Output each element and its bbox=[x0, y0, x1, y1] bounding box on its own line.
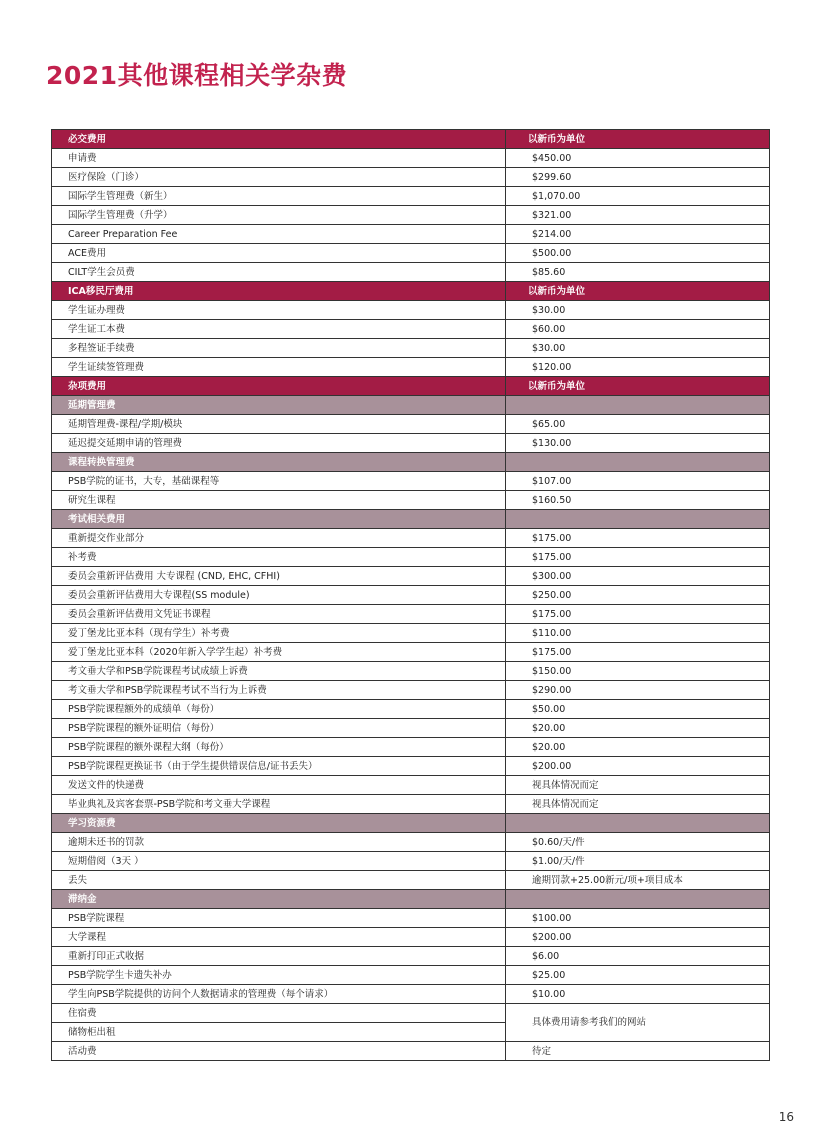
item-name: 爱丁堡龙比亚本科（现有学生）补考费 bbox=[52, 624, 506, 643]
table-row bbox=[52, 776, 770, 795]
section-unit: 以新币为单位 bbox=[506, 130, 770, 149]
section-label: 学习资源费 bbox=[52, 814, 506, 833]
table-row bbox=[52, 301, 770, 320]
table-row bbox=[52, 719, 770, 738]
item-fee: $60.00 bbox=[506, 320, 770, 339]
subsection-header bbox=[52, 890, 770, 909]
table-row bbox=[52, 263, 770, 282]
table-row bbox=[52, 149, 770, 168]
table-row bbox=[52, 985, 770, 1004]
item-name: PSB学院课程额外的成绩单（每份） bbox=[52, 700, 506, 719]
item-name: 大学课程 bbox=[52, 928, 506, 947]
table-row bbox=[52, 358, 770, 377]
table-row bbox=[52, 548, 770, 567]
item-fee: $1,070.00 bbox=[506, 187, 770, 206]
item-name: 爱丁堡龙比亚本科（2020年新入学学生起）补考费 bbox=[52, 643, 506, 662]
section-label: 杂项费用 bbox=[52, 377, 506, 396]
section-unit bbox=[506, 453, 770, 472]
item-name: CILT学生会员费 bbox=[52, 263, 506, 282]
item-name: 申请费 bbox=[52, 149, 506, 168]
subsection-header bbox=[52, 453, 770, 472]
table-row bbox=[52, 567, 770, 586]
table-row bbox=[52, 681, 770, 700]
item-name: 国际学生管理费（升学） bbox=[52, 206, 506, 225]
item-name: PSB学院课程更换证书（由于学生提供错误信息/证书丢失） bbox=[52, 757, 506, 776]
item-name: 逾期未还书的罚款 bbox=[52, 833, 506, 852]
item-fee: $300.00 bbox=[506, 567, 770, 586]
table-row bbox=[52, 529, 770, 548]
item-fee: $20.00 bbox=[506, 719, 770, 738]
item-name: 多程签证手续费 bbox=[52, 339, 506, 358]
table-row bbox=[52, 415, 770, 434]
table-row bbox=[52, 187, 770, 206]
subsection-header bbox=[52, 396, 770, 415]
table-row bbox=[52, 320, 770, 339]
item-fee: $214.00 bbox=[506, 225, 770, 244]
item-fee: $150.00 bbox=[506, 662, 770, 681]
table-row bbox=[52, 833, 770, 852]
page-title: 2021其他课程相关学杂费 bbox=[46, 61, 348, 90]
table-row bbox=[52, 909, 770, 928]
section-header bbox=[52, 130, 770, 149]
item-name: 委员会重新评估费用大专课程(SS module) bbox=[52, 586, 506, 605]
table-row bbox=[52, 757, 770, 776]
table-row bbox=[52, 1004, 770, 1023]
table-row bbox=[52, 662, 770, 681]
table-row bbox=[52, 168, 770, 187]
item-fee: $250.00 bbox=[506, 586, 770, 605]
item-fee: $0.60/天/件 bbox=[506, 833, 770, 852]
section-unit bbox=[506, 814, 770, 833]
item-name: 发送文件的快递费 bbox=[52, 776, 506, 795]
item-fee: $450.00 bbox=[506, 149, 770, 168]
subsection-header bbox=[52, 510, 770, 529]
item-fee: $100.00 bbox=[506, 909, 770, 928]
item-fee: $175.00 bbox=[506, 529, 770, 548]
item-name: ACE费用 bbox=[52, 244, 506, 263]
table-row bbox=[52, 738, 770, 757]
item-name: 学生证续签管理费 bbox=[52, 358, 506, 377]
item-fee: 视具体情况而定 bbox=[506, 795, 770, 814]
item-fee: $321.00 bbox=[506, 206, 770, 225]
item-fee: $30.00 bbox=[506, 339, 770, 358]
item-name: 委员会重新评估费用文凭证书课程 bbox=[52, 605, 506, 624]
item-fee: $25.00 bbox=[506, 966, 770, 985]
item-name: 丢失 bbox=[52, 871, 506, 890]
item-fee: $175.00 bbox=[506, 548, 770, 567]
item-name: 延迟提交延期申请的管理费 bbox=[52, 434, 506, 453]
section-label: 必交费用 bbox=[52, 130, 506, 149]
item-name: 考文垂大学和PSB学院课程考试成绩上诉费 bbox=[52, 662, 506, 681]
item-fee: $30.00 bbox=[506, 301, 770, 320]
section-unit bbox=[506, 890, 770, 909]
item-name: 国际学生管理费（新生） bbox=[52, 187, 506, 206]
item-name: 重新打印正式收据 bbox=[52, 947, 506, 966]
table-row bbox=[52, 966, 770, 985]
item-fee: $200.00 bbox=[506, 757, 770, 776]
item-fee: $85.60 bbox=[506, 263, 770, 282]
item-fee: $110.00 bbox=[506, 624, 770, 643]
item-name: Career Preparation Fee bbox=[52, 225, 506, 244]
item-fee: $50.00 bbox=[506, 700, 770, 719]
section-label: 滞纳金 bbox=[52, 890, 506, 909]
item-fee: 待定 bbox=[506, 1042, 770, 1061]
section-header bbox=[52, 282, 770, 301]
table-row bbox=[52, 472, 770, 491]
section-label: 延期管理费 bbox=[52, 396, 506, 415]
item-fee: $200.00 bbox=[506, 928, 770, 947]
item-fee: $175.00 bbox=[506, 643, 770, 662]
table-row bbox=[52, 1042, 770, 1061]
table-row bbox=[52, 700, 770, 719]
fee-table-body bbox=[52, 130, 770, 1061]
item-name: PSB学院的证书，大专，基础课程等 bbox=[52, 472, 506, 491]
item-fee: $107.00 bbox=[506, 472, 770, 491]
table-row bbox=[52, 871, 770, 890]
item-name: 委员会重新评估费用 大专课程 (CND, EHC, CFHI) bbox=[52, 567, 506, 586]
item-name: 延期管理费-课程/学期/模块 bbox=[52, 415, 506, 434]
item-name: 补考费 bbox=[52, 548, 506, 567]
table-row bbox=[52, 795, 770, 814]
table-row bbox=[52, 434, 770, 453]
item-fee: $130.00 bbox=[506, 434, 770, 453]
item-fee: $500.00 bbox=[506, 244, 770, 263]
subsection-header bbox=[52, 814, 770, 833]
item-fee: $299.60 bbox=[506, 168, 770, 187]
section-label: 课程转换管理费 bbox=[52, 453, 506, 472]
item-fee: $120.00 bbox=[506, 358, 770, 377]
section-label: ICA移民厅费用 bbox=[52, 282, 506, 301]
item-fee: 逾期罚款+25.00新元/项+项目成本 bbox=[506, 871, 770, 890]
item-fee: $65.00 bbox=[506, 415, 770, 434]
section-label: 考试相关费用 bbox=[52, 510, 506, 529]
item-fee: $290.00 bbox=[506, 681, 770, 700]
table-row bbox=[52, 928, 770, 947]
item-fee: 具体费用请参考我们的网站 bbox=[506, 1004, 770, 1042]
table-row bbox=[52, 206, 770, 225]
item-name: 学生证办理费 bbox=[52, 301, 506, 320]
item-fee: $20.00 bbox=[506, 738, 770, 757]
table-row bbox=[52, 947, 770, 966]
page-number: 16 bbox=[778, 1110, 794, 1124]
item-fee: $175.00 bbox=[506, 605, 770, 624]
item-fee: $6.00 bbox=[506, 947, 770, 966]
item-fee: $160.50 bbox=[506, 491, 770, 510]
table-row bbox=[52, 586, 770, 605]
item-name: 学生证工本费 bbox=[52, 320, 506, 339]
item-name: 储物柜出租 bbox=[52, 1023, 506, 1042]
section-unit bbox=[506, 396, 770, 415]
table-row bbox=[52, 491, 770, 510]
section-unit: 以新币为单位 bbox=[506, 282, 770, 301]
item-name: 住宿费 bbox=[52, 1004, 506, 1023]
table-row bbox=[52, 605, 770, 624]
item-name: 考文垂大学和PSB学院课程考试不当行为上诉费 bbox=[52, 681, 506, 700]
item-name: 短期借阅（3天 ） bbox=[52, 852, 506, 871]
section-unit bbox=[506, 510, 770, 529]
fee-table bbox=[51, 129, 770, 1061]
item-name: 医疗保险（门诊） bbox=[52, 168, 506, 187]
item-name: 毕业典礼及宾客套票-PSB学院和考文垂大学课程 bbox=[52, 795, 506, 814]
item-name: 研究生课程 bbox=[52, 491, 506, 510]
item-name: 活动费 bbox=[52, 1042, 506, 1061]
item-name: PSB学院课程的额外证明信（每份） bbox=[52, 719, 506, 738]
table-row bbox=[52, 852, 770, 871]
item-fee: 视具体情况而定 bbox=[506, 776, 770, 795]
item-fee: $1.00/天/件 bbox=[506, 852, 770, 871]
section-header bbox=[52, 377, 770, 396]
item-name: 重新提交作业部分 bbox=[52, 529, 506, 548]
table-row bbox=[52, 643, 770, 662]
item-fee: $10.00 bbox=[506, 985, 770, 1004]
section-unit: 以新币为单位 bbox=[506, 377, 770, 396]
item-name: 学生向PSB学院提供的访问个人数据请求的管理费（每个请求） bbox=[52, 985, 506, 1004]
item-name: PSB学院学生卡遗失补办 bbox=[52, 966, 506, 985]
table-row bbox=[52, 225, 770, 244]
table-row bbox=[52, 624, 770, 643]
table-row bbox=[52, 339, 770, 358]
item-name: PSB学院课程 bbox=[52, 909, 506, 928]
table-row bbox=[52, 244, 770, 263]
item-name: PSB学院课程的额外课程大纲（每份） bbox=[52, 738, 506, 757]
